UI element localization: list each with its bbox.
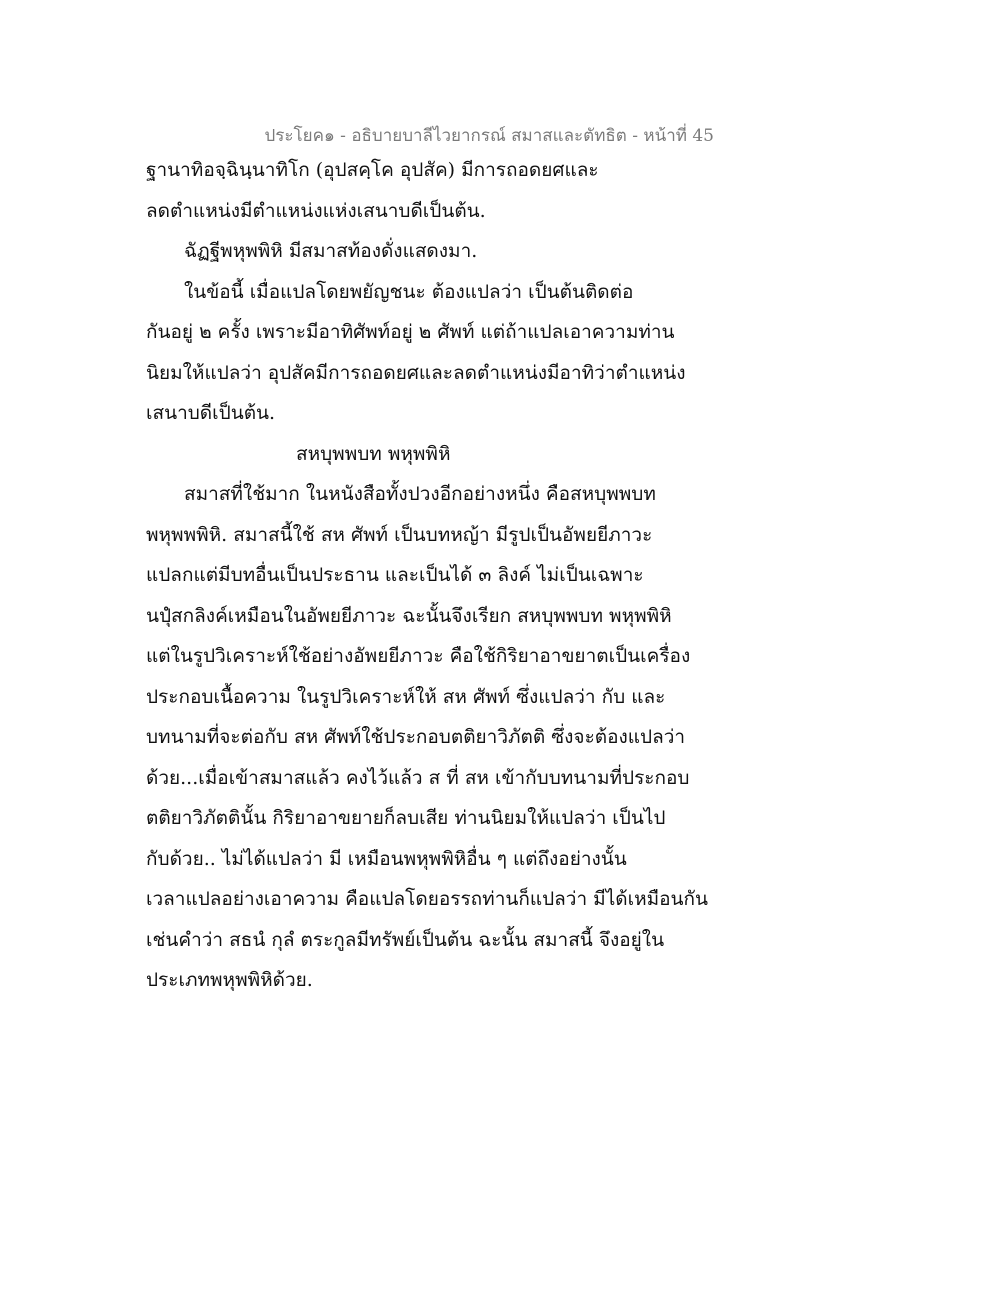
text-line: เวลาแปลอย่างเอาความ คือแปลโดยอรรถท่านก็แปลว่า มีได้เหมือนกัน <box>146 888 709 910</box>
text-line: ตติยาวิภัตตินั้น กิริยาอาขยายก็ลบเสีย ท่านนิยมให้แปลว่า เป็นไป <box>146 807 666 829</box>
text-line: ด้วย...เมื่อเข้าสมาสแล้ว คงไว้แล้ว ส ที่ สห เข้ากับบทนามที่ประกอบ <box>146 766 690 789</box>
text-line: เช่นคำว่า สธนํ กุลํ ตระกูลมีทรัพย์เป็นต้น ฉะนั้น สมาสนี้ จึงอยู่ใน <box>146 928 665 951</box>
running-header: ประโยค๑ - อธิบายบาลีไวยากรณ์ สมาสและตัทธิต - หน้าที่ 45 <box>264 126 714 146</box>
text-line: ประกอบเนื้อความ ในรูปวิเคราะห์ให้ สห ศัพท์ ซึ่งแปลว่า กับ และ <box>146 685 666 708</box>
text-line: กับด้วย.. ไม่ได้แปลว่า มี เหมือนพหุพพิหิอื่น ๆ แต่ถึงอย่างนั้น <box>146 847 627 870</box>
text-line: พหุพพพิหิ. สมาสนี้ใช้ สห ศัพท์ เป็นบทหญ้า มีรูปเป็นอัพยยีภาวะ <box>146 523 653 546</box>
section-heading: สหบุพพบท พหุพพิหิ <box>296 442 451 465</box>
text-line: แปลกแต่มีบทอื่นเป็นประธาน และเป็นได้ ๓ ลิงค์ ไม่เป็นเฉพาะ <box>146 564 644 586</box>
text-line: ลดตำแหน่งมีตำแหน่งแห่งเสนาบดีเป็นต้น. <box>146 199 486 222</box>
text-line: บทนามที่จะต่อกับ สห ศัพท์ใช้ประกอบตติยาวิภัตติ ซึ่งจะต้องแปลว่า <box>146 726 686 748</box>
text-line: ฉัฏฐีพหุพพิหิ มีสมาสท้องดั่งแสดงมา. <box>184 240 478 262</box>
text-line: สมาสที่ใช้มาก ในหนังสือทั้งปวงอีกอย่างหนึ่ง คือสหบุพพบท <box>184 483 656 505</box>
text-line: ในข้อนี้ เมื่อแปลโดยพยัญชนะ ต้องแปลว่า เป็นต้นติดต่อ <box>184 280 634 303</box>
text-line: เสนาบดีเป็นต้น. <box>146 402 276 424</box>
text-line: แต่ในรูปวิเคราะห์ใช้อย่างอัพยยีภาวะ คือใช้กิริยาอาขยาตเป็นเครื่อง <box>146 645 691 667</box>
page-body <box>146 150 726 1001</box>
text-line: กันอยู่ ๒ ครั้ง เพราะมีอาทิศัพท์อยู่ ๒ ศัพท์ แต่ถ้าแปลเอาความท่าน <box>146 321 675 343</box>
text-line: นิยมให้แปลว่า อุปสัคมีการถอดยศและลดตำแหน่งมีอาทิว่าตำแหน่ง <box>146 361 686 384</box>
text-line: นปุํสกลิงค์เหมือนในอัพยยีภาวะ ฉะนั้นจึงเรียก สหบุพพบท พหุพพิหิ <box>146 604 672 627</box>
text-line: ฐานาทิอจฺฉินฺนาทิโก (อุปสคฺโค อุปสัค) มีการถอดยศและ <box>146 159 599 181</box>
text-line: ประเภทพหุพพิหิด้วย. <box>146 969 313 991</box>
